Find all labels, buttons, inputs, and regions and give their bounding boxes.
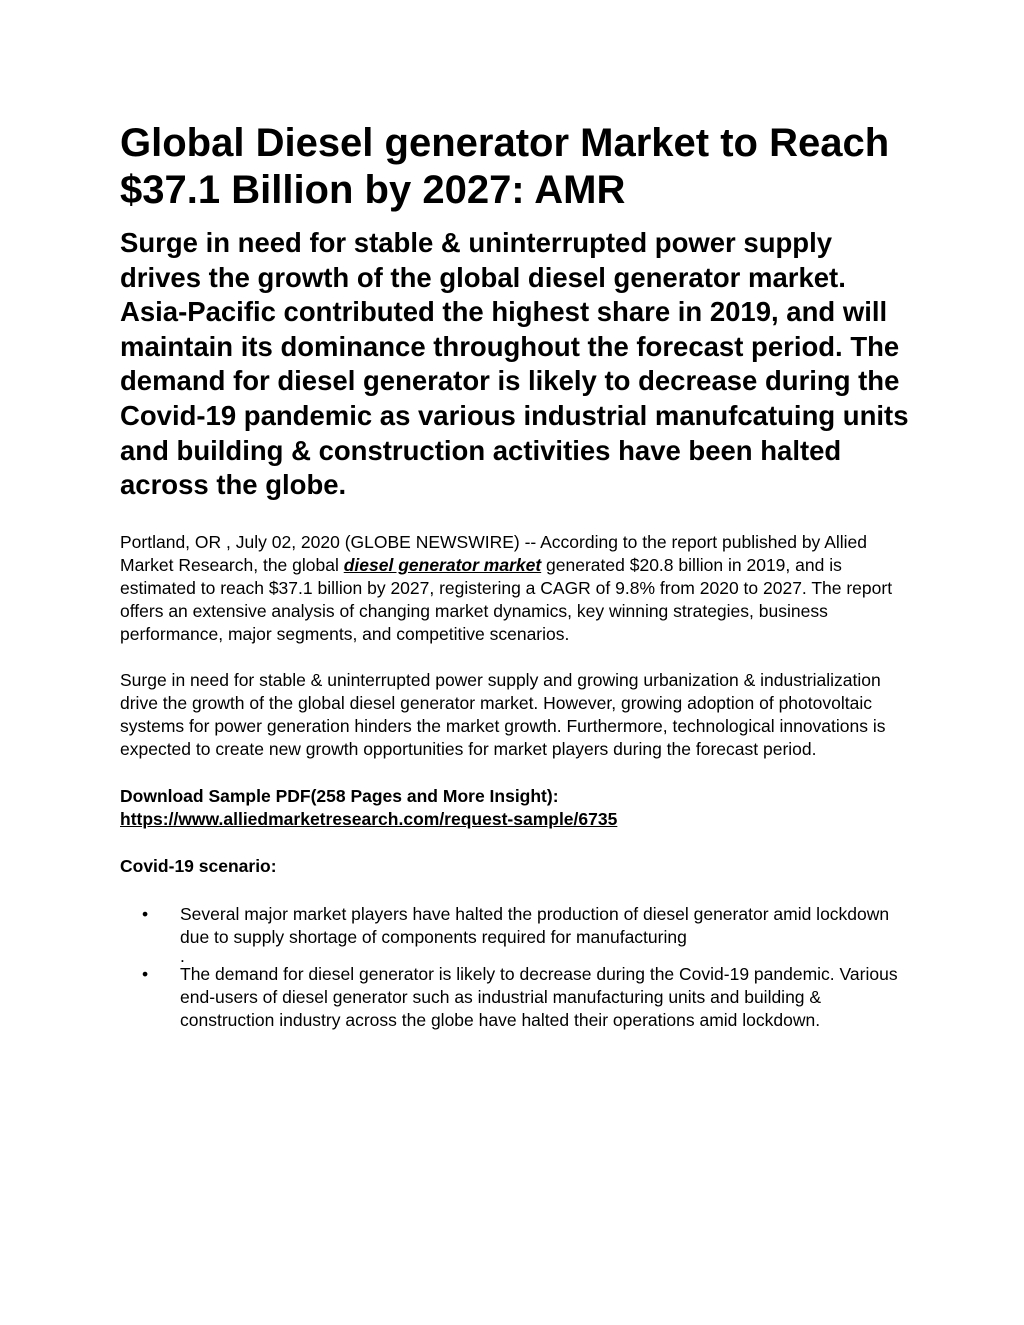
bullet-text: The demand for diesel generator is likely to decrease during the Covid-19 pandemic. Various end-users of diesel generator such as industrial manufacturing units and building & construction industry across the globe have halted their operations amid lockdown. (180, 963, 898, 1030)
bullet-text: Several major market players have halted the production of diesel generator amid lockdown due to supply shortage of components required for manufacturing (180, 903, 890, 947)
list-item (120, 903, 910, 966)
article-subtitle: Surge in need for stable & uninterrupted power supply drives the growth of the global diesel generator market. Asia-Pacific contributed the highest share in 2019, and will maintain its dominance throughout the forecast period. The demand for diesel generator is likely to decrease during the Covid-19 pandemic as various industrial manufcatuing units and building & construction activities have been halted across the globe. (120, 227, 909, 501)
diesel-generator-market-link[interactable]: diesel generator market (343, 554, 542, 575)
bullet-icon: • (142, 963, 149, 984)
covid-scenario-heading: Covid-19 scenario: (120, 855, 277, 876)
covid-bullet-list (120, 903, 910, 1032)
download-sample-link[interactable]: https://www.alliedmarketresearch.com/request-sample/6735 (120, 808, 618, 829)
intro-text-start: Portland, OR , July 02, 2020 (GLOBE NEWSWIRE) -- According to the report published by Allied Market Research, the global (120, 531, 867, 575)
article-title: Global Diesel generator Market to Reach $37.1 Billion by 2027: AMR (120, 121, 890, 212)
list-item (120, 963, 910, 1032)
intro-paragraph (120, 531, 910, 646)
bullet-icon: • (142, 903, 149, 924)
drivers-paragraph: Surge in need for stable & uninterrupted power supply and growing urbanization & industrialization drive the growth of the global diesel generator market. However, growing adoption of photovoltaic systems for power generation hinders the market growth. Furthermore, technological innovations is expected to create new growth opportunities for market players during the forecast period. (120, 669, 886, 759)
document-page (120, 120, 910, 1032)
download-sample-line (120, 785, 910, 831)
download-label: Download Sample PDF(258 Pages and More Insight): (120, 785, 559, 806)
intro-text-end: generated $20.8 billion in 2019, and is estimated to reach $37.1 billion by 2027, registering a CAGR of 9.8% from 2020 to 2027. The report offers an extensive analysis of changing market dynamics, key winning strategies, business performance, major segments, and competitive scenarios. (120, 554, 893, 644)
bullet-trailing-period: . (180, 945, 185, 966)
